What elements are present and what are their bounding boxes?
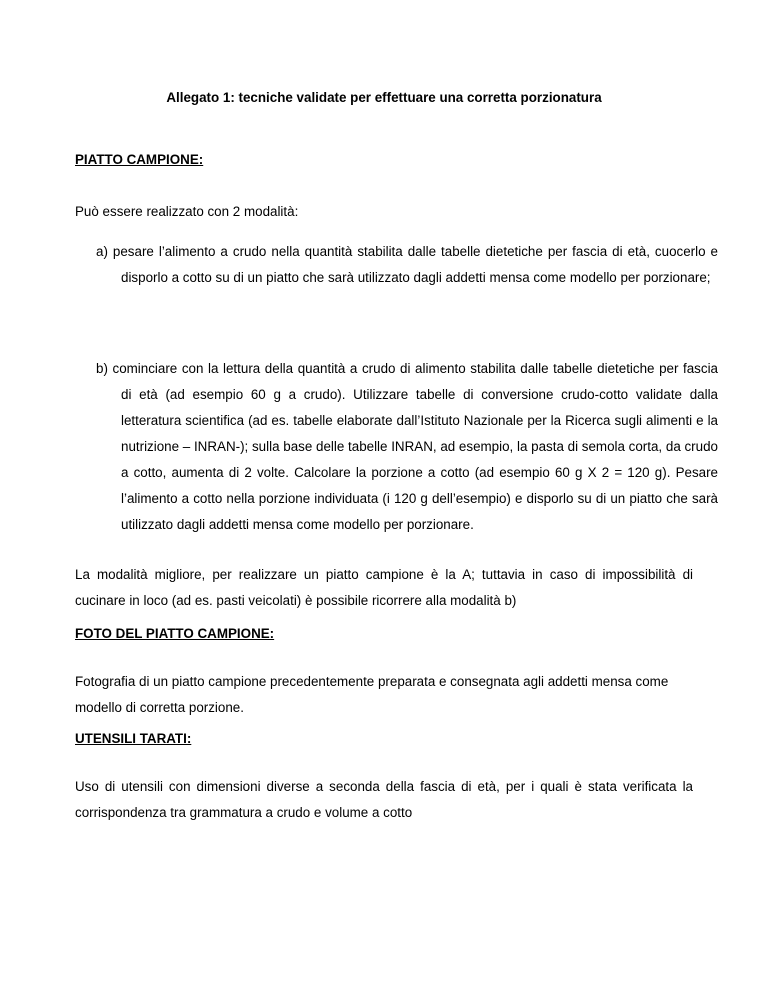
section-body-utensili: Uso di utensili con dimensioni diverse a seconda della fascia di età, per i quali è stata verificata la corrispondenza tra grammatura a crudo e volume a cotto: [75, 779, 693, 820]
section-heading-piatto-campione: PIATTO CAMPIONE:: [75, 152, 204, 167]
section-intro: Può essere realizzato con 2 modalità:: [75, 204, 299, 219]
section-heading-utensili-tarati: UTENSILI TARATI:: [75, 731, 192, 746]
section-conclusion: La modalità migliore, per realizzare un piatto campione è la A; tuttavia in caso di impossibilità di cucinare in loco (ad es. pasti veicolati) è possibile ricorrere alla modalità b): [75, 567, 693, 608]
list-item-b: b) cominciare con la lettura della quantità a crudo di alimento stabilita dalle tabelle dietetiche per fascia di età (ad esempio 60 g a crudo). Utilizzare tabelle di conversione crudo-cotto validate dalla letteratura scientifica (ad es. tabelle elaborate dall’Istituto Nazionale per la Ricerca sugli alimenti e la nutrizione – INRAN-); sulla base delle tabelle INRAN, ad esempio, la pasta di semola corta, da crudo a cotto, aumenta di 2 volte. Calcolare la porzione a cotto (ad esempio 60 g X 2 = 120 g). Pesare l’alimento a cotto nella porzione individuata (i 120 g dell’esempio) e disporlo su di un piatto che sarà utilizzato dagli addetti mensa come modello per porzionare.: [96, 361, 718, 532]
section-heading-foto-piatto-campione: FOTO DEL PIATTO CAMPIONE:: [75, 626, 275, 641]
section-body-foto: Fotografia di un piatto campione precedentemente preparata e consegnata agli addetti mensa come modello di corretta porzione.: [75, 674, 669, 715]
list-item-a: a) pesare l’alimento a crudo nella quantità stabilita dalle tabelle dietetiche per fascia di età, cuocerlo e disporlo a cotto su di un piatto che sarà utilizzato dagli addetti mensa come modello per porzionare;: [96, 244, 718, 285]
document-title: Allegato 1: tecniche validate per effettuare una corretta porzionatura: [166, 90, 602, 105]
